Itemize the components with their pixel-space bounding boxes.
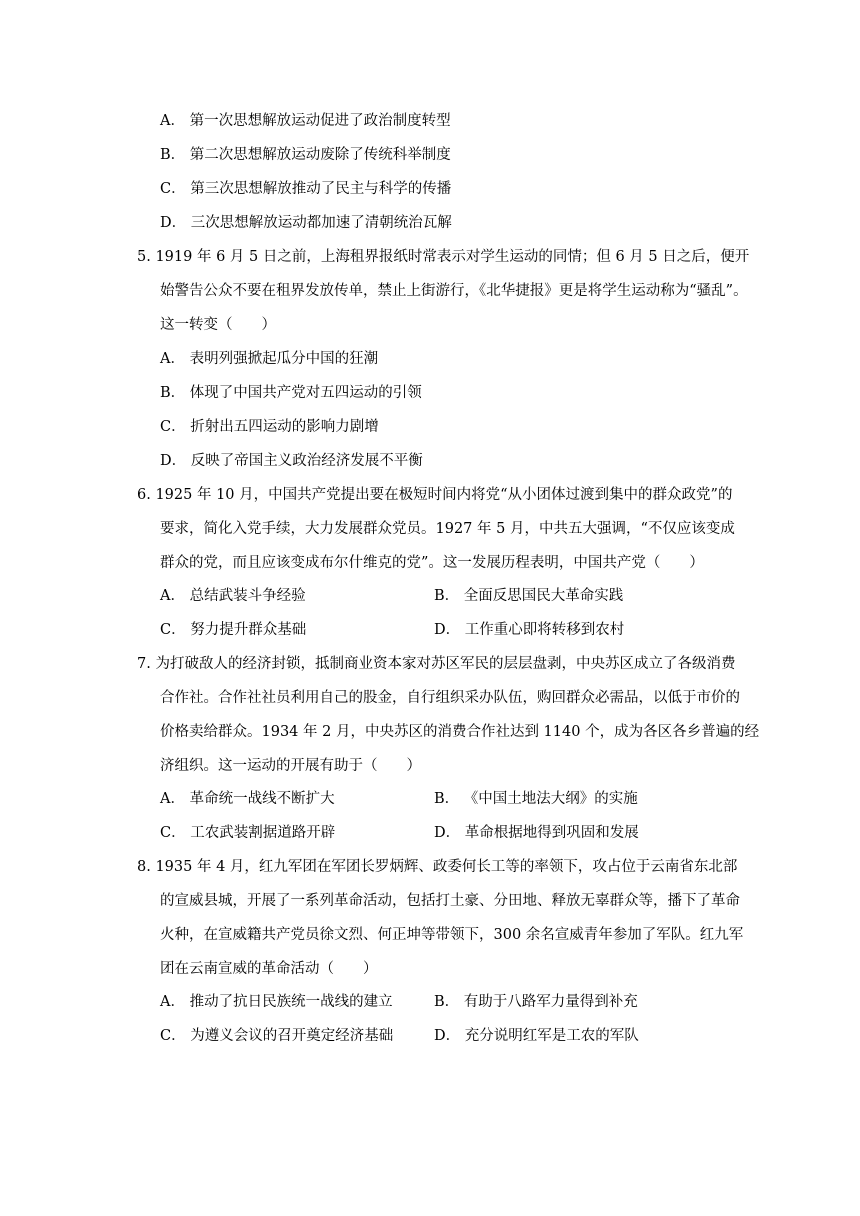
q7-stem-line-4: 济组织。这一运动的开展有助于（ ）	[160, 758, 421, 774]
q5-stem-line-3: 这一转变（ ）	[160, 317, 276, 333]
q6-stem-line-1: 6. 1925 年 10 月，中国共产党提出要在极短时间内将党“从小团体过渡到集中的群众政党”的	[137, 487, 733, 503]
q8-stem-line-1: 8. 1935 年 4 月，红九军团在军团长罗炳辉、政委何长工等的率领下，攻占位于云南省东北部	[137, 859, 738, 875]
q6-option-b: B． 全面反思国民大革命实践	[434, 588, 624, 604]
q6-stem-line-3: 群众的党，而且应该变成布尔什维克的党”。这一发展历程表明，中国共产党（ ）	[160, 555, 704, 571]
q5-option-c: C． 折射出五四运动的影响力剧增	[160, 419, 379, 435]
q8-stem-line-2: 的宣威县城，开展了一系列革命活动，包括打土豪、分田地、释放无辜群众等，播下了革命	[160, 893, 740, 909]
q7-stem-line-3: 价格卖给群众。1934 年 2 月，中央苏区的消费合作社达到 1140 个，成为各区各乡普遍的经	[160, 724, 760, 740]
q5-option-a: A． 表明列强掀起瓜分中国的狂潮	[160, 351, 379, 367]
q5-stem-line-1: 5. 1919 年 6 月 5 日之前，上海租界报纸时常表示对学生运动的同情；但 6 月 5 日之后，便开	[137, 249, 750, 265]
q8-option-a: A． 推动了抗日民族统一战线的建立	[160, 994, 393, 1010]
q5-option-b: B． 体现了中国共产党对五四运动的引领	[160, 385, 422, 401]
q7-stem-line-2: 合作社。合作社社员利用自己的股金，自行组织采办队伍，购回群众必需品，以低于市价的	[160, 690, 740, 706]
q8-option-d: D． 充分说明红军是工农的军队	[434, 1028, 639, 1044]
q5-option-d: D． 反映了帝国主义政治经济发展不平衡	[160, 453, 423, 469]
q4-option-a: A． 第一次思想解放运动促进了政治制度转型	[160, 113, 451, 129]
q4-option-b: B． 第二次思想解放运动废除了传统科举制度	[160, 147, 451, 163]
q7-option-b: B． 《中国土地法大纲》的实施	[434, 791, 638, 807]
q7-stem-line-1: 7. 为打破敌人的经济封锁，抵制商业资本家对苏区军民的层层盘剥，中央苏区成立了各级消费	[137, 656, 736, 672]
q6-option-c: C． 努力提升群众基础	[160, 622, 307, 638]
q6-option-d: D． 工作重心即将转移到农村	[434, 622, 625, 638]
q8-option-c: C． 为遵义会议的召开奠定经济基础	[160, 1028, 394, 1044]
q6-option-a: A． 总结武装斗争经验	[160, 588, 306, 604]
q4-option-c: C． 第三次思想解放推动了民主与科学的传播	[160, 181, 452, 197]
q6-stem-line-2: 要求，简化入党手续，大力发展群众党员。1927 年 5 月，中共五大强调，“不仅应该变成	[160, 521, 735, 537]
q5-stem-line-2: 始警告公众不要在租界发放传单，禁止上街游行，《北华捷报》更是将学生运动称为“骚乱”。	[160, 283, 748, 299]
q4-option-d: D． 三次思想解放运动都加速了清朝统治瓦解	[160, 215, 452, 231]
q8-option-b: B． 有助于八路军力量得到补充	[434, 994, 638, 1010]
q8-stem-line-3: 火种，在宣威籍共产党员徐文烈、何正坤等带领下，300 余名宣威青年参加了军队。红九军	[160, 927, 744, 943]
q7-option-c: C． 工农武装割据道路开辟	[160, 825, 336, 841]
q8-stem-line-4: 团在云南宣威的革命活动（ ）	[160, 961, 378, 977]
q7-option-d: D． 革命根据地得到巩固和发展	[434, 825, 639, 841]
q7-option-a: A． 革命统一战线不断扩大	[160, 791, 335, 807]
